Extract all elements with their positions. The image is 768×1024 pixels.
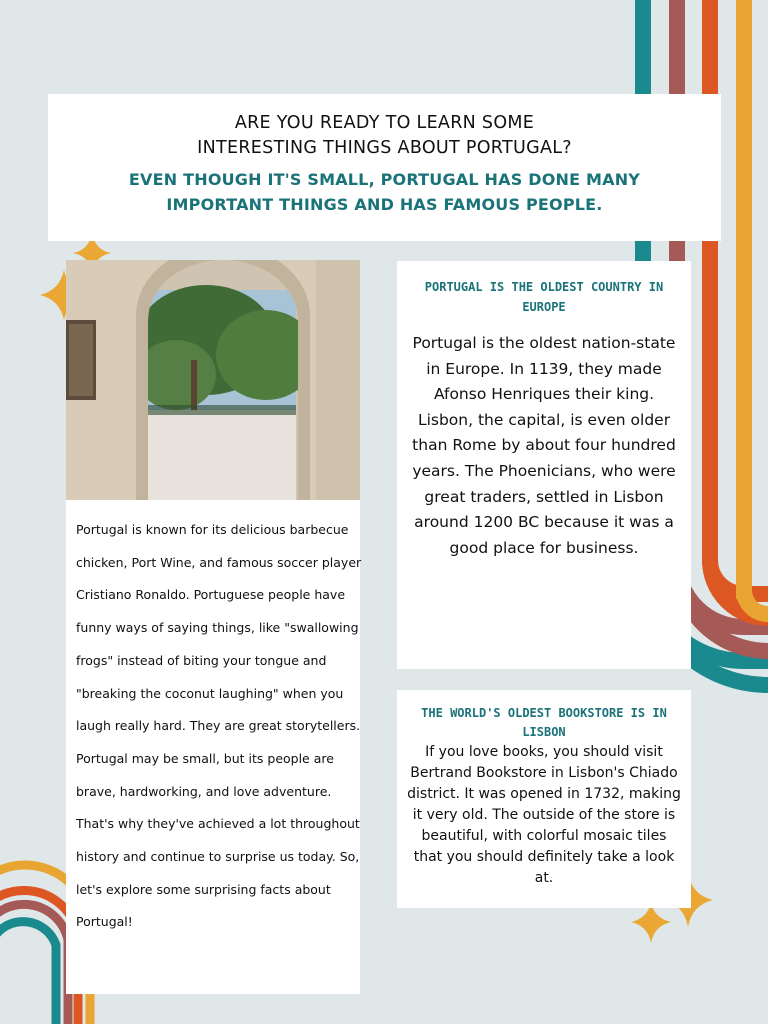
intro-paragraph: Portugal is known for its delicious barbecue chicken, Port Wine, and famous soccer player Cristiano Ronaldo. Portuguese people have funny ways of saying things, like "swallowing frogs" instead of biting your tongue and "breaking the coconut laughing" when you laugh really hard. They are great storytellers. Portugal may be small, but its people are brave, hardworking, and love adventure. That's why they've achieved a lot throughout history and continue to surprise us today. So, let's explore some surprising facts about Portugal! (76, 522, 362, 930)
intro-subtitle: EVEN THOUGH IT'S SMALL, PORTUGAL HAS DONE MANY IMPORTANT THINGS AND HAS FAMOUS PEOPLE. (128, 170, 641, 214)
fact-body: If you love books, you should visit Bertrand Bookstore in Lisbon's Chiado district. It was opened in 1732, making it very old. The outside of the store is beautiful, with colorful mosaic tiles that you should definitely take a look at. (407, 744, 681, 886)
fact-card-bookstore (397, 690, 691, 908)
fact-title: THE WORLD'S OLDEST BOOKSTORE IS IN LISBON (421, 706, 667, 739)
header-card (48, 94, 721, 241)
intro-question: ARE YOU READY TO LEARN SOME INTERESTING THINGS ABOUT PORTUGAL? (197, 113, 572, 158)
archway-photo (66, 260, 360, 500)
fact-card-oldest-country (397, 261, 691, 669)
intro-card (66, 260, 360, 994)
sparkle-icon (631, 902, 671, 943)
fact-title: PORTUGAL IS THE OLDEST COUNTRY IN EUROPE (424, 280, 664, 314)
fact-body: Portugal is the oldest nation-state in Europe. In 1139, they made Afonso Henriques their king. Lisbon, the capital, is even older than Rome by about four hundred years. The Phoenicians, who were great traders, settled in Lisbon around 1200 BC because it was a good place for business. (412, 334, 676, 557)
arch-teal (0, 922, 56, 1024)
